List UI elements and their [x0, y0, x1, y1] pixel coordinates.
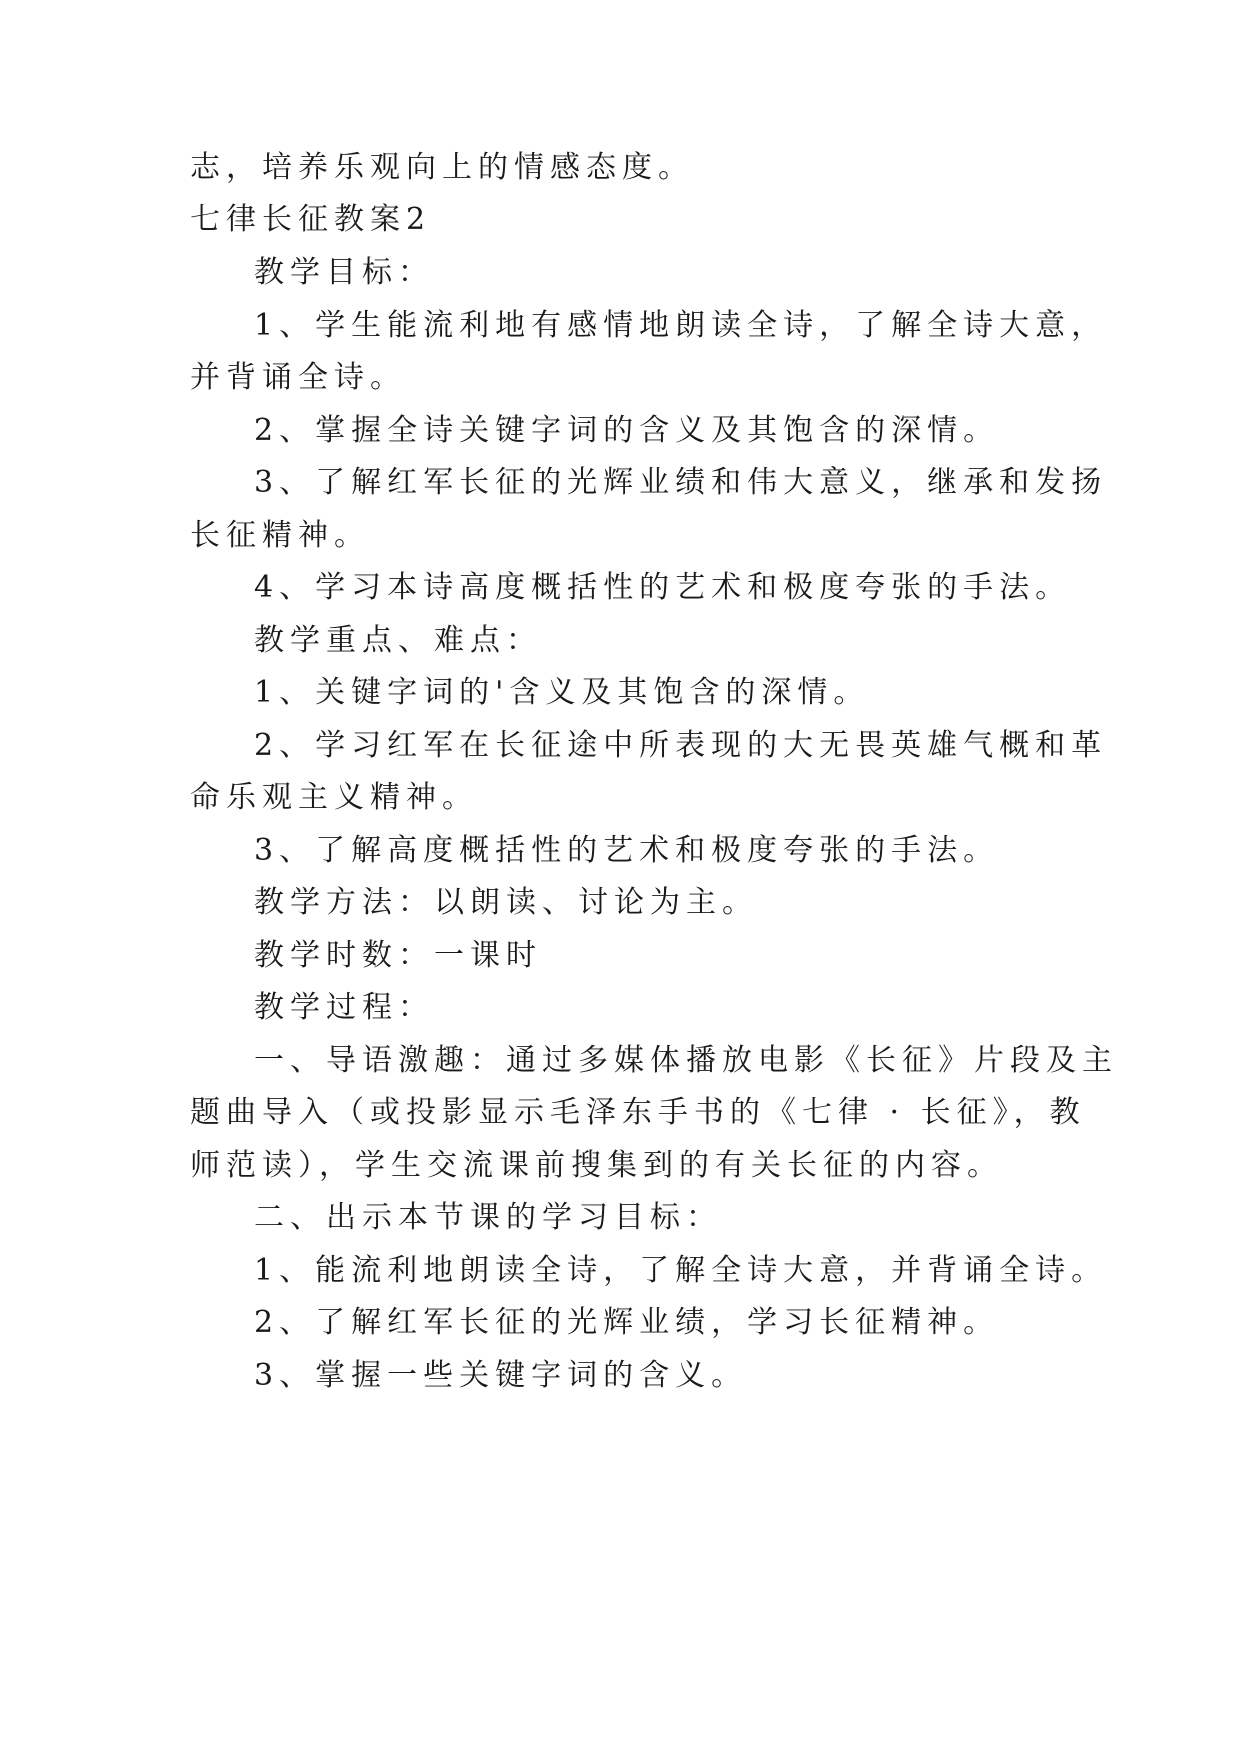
section-title: 七律长征教案2 — [190, 202, 432, 237]
text-line: 命乐观主义精神。 — [190, 780, 478, 815]
text-line: 2、学习红军在长征途中所表现的大无畏英雄气概和革 — [254, 728, 1108, 763]
text-line: 一、导语激趣：通过多媒体播放电影《长征》片段及主 — [254, 1043, 1118, 1078]
text-line: 长征精神。 — [190, 518, 370, 553]
text-line: 4、学习本诗高度概括性的艺术和极度夸张的手法。 — [254, 570, 1072, 605]
text-line: 二、出示本节课的学习目标： — [254, 1200, 722, 1235]
text-line: 2、了解红军长征的光辉业绩，学习长征精神。 — [254, 1305, 1000, 1340]
text-line: 1、能流利地朗读全诗，了解全诗大意，并背诵全诗。 — [254, 1253, 1108, 1288]
text-line: 教学目标： — [254, 255, 434, 290]
text-line: 师范读），学生交流课前搜集到的有关长征的内容。 — [190, 1148, 1003, 1183]
text-line: 3、掌握一些关键字词的含义。 — [254, 1358, 748, 1393]
text-line: 教学重点、难点： — [254, 623, 542, 658]
text-line: 题曲导入（或投影显示毛泽东手书的《七律 · 长征》，教 — [190, 1095, 1086, 1130]
text-line: 教学过程： — [254, 990, 434, 1025]
text-line: 并背诵全诗。 — [190, 360, 406, 395]
text-line: 教学时数：一课时 — [254, 938, 542, 973]
text-line: 2、掌握全诗关键字词的含义及其饱含的深情。 — [254, 413, 1000, 448]
text-line: 3、了解高度概括性的艺术和极度夸张的手法。 — [254, 833, 1000, 868]
text-line: 3、了解红军长征的光辉业绩和伟大意义，继承和发扬 — [254, 465, 1108, 500]
text-line: 志，培养乐观向上的情感态度。 — [190, 150, 694, 185]
text-line: 1、关键字词的'含义及其饱含的深情。 — [254, 675, 870, 710]
text-line: 1、学生能流利地有感情地朗读全诗，了解全诗大意， — [254, 308, 1108, 343]
text-line: 教学方法：以朗读、讨论为主。 — [254, 885, 758, 920]
